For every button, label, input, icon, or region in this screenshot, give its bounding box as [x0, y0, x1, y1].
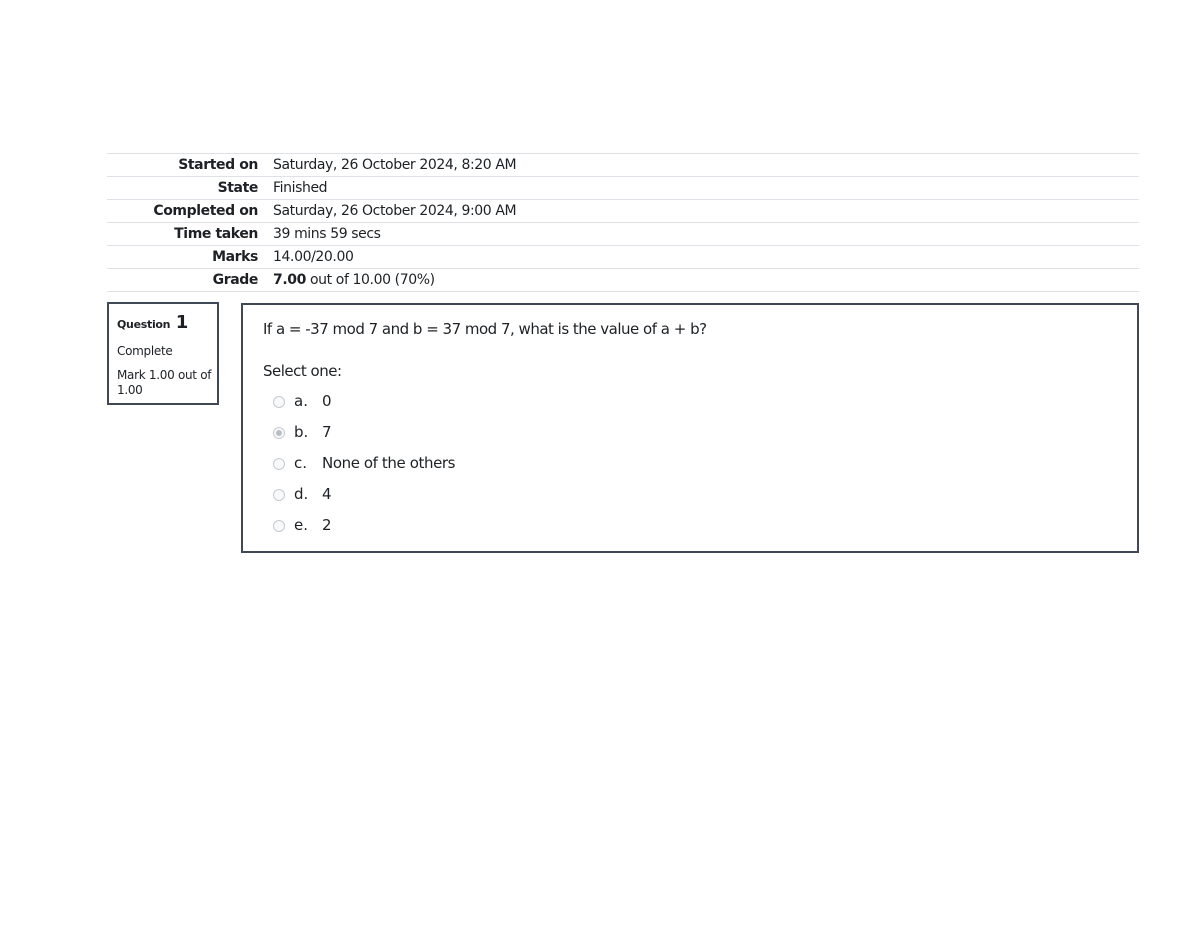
radio-icon[interactable] [273, 520, 285, 532]
summary-label: State [217, 180, 258, 196]
radio-icon[interactable] [273, 458, 285, 470]
question-text: If a = -37 mod 7 and b = 37 mod 7, what is the value of a + b? [263, 320, 707, 338]
answer-option-a[interactable] [273, 385, 455, 416]
answer-letter: b. [294, 422, 309, 441]
radio-checked-icon[interactable] [273, 427, 285, 439]
summary-value: 39 mins 59 secs [273, 226, 381, 242]
summary-row-time-taken [107, 223, 1139, 246]
answer-option-d[interactable] [273, 478, 455, 509]
summary-label: Time taken [174, 226, 258, 242]
summary-label: Completed on [153, 203, 258, 219]
answer-option-c[interactable] [273, 447, 455, 478]
answer-letter: e. [294, 515, 308, 534]
summary-value [273, 272, 1139, 288]
summary-row-grade [107, 269, 1139, 292]
answer-letter: a. [294, 391, 308, 410]
summary-row-marks [107, 246, 1139, 269]
question-prefix: Question [117, 318, 171, 331]
answer-option-b[interactable] [273, 416, 455, 447]
summary-value: Finished [273, 180, 328, 196]
summary-value: Saturday, 26 October 2024, 8:20 AM [273, 157, 517, 173]
summary-value: 14.00/20.00 [273, 249, 354, 265]
answer-letter: c. [294, 453, 308, 472]
question-info [107, 302, 219, 405]
answer-text: 0 [322, 391, 332, 410]
quiz-review-summary [107, 153, 1139, 292]
summary-label: Started on [178, 157, 258, 173]
summary-value: Saturday, 26 October 2024, 9:00 AM [273, 203, 517, 219]
question-grade: Mark 1.00 out of 1.00 [117, 368, 212, 397]
grade-score: 7.00 [273, 272, 306, 288]
select-one-prompt: Select one: [263, 362, 342, 380]
summary-row-completed-on [107, 200, 1139, 223]
summary-label: Marks [212, 249, 258, 265]
answer-list [273, 385, 455, 540]
radio-icon[interactable] [273, 489, 285, 501]
answer-option-e[interactable] [273, 509, 455, 540]
question-content [241, 303, 1139, 553]
summary-row-started-on [107, 154, 1139, 177]
question-number [117, 312, 188, 333]
question-number-value: 1 [175, 312, 188, 333]
answer-text: 7 [322, 422, 332, 441]
question-state: Complete [117, 344, 173, 358]
grade-out-of: out of 10.00 (70%) [305, 272, 435, 288]
answer-text: 2 [322, 515, 332, 534]
answer-text: None of the others [322, 453, 456, 472]
answer-text: 4 [322, 484, 332, 503]
summary-label: Grade [212, 272, 258, 288]
summary-row-state [107, 177, 1139, 200]
radio-icon[interactable] [273, 396, 285, 408]
answer-letter: d. [294, 484, 309, 503]
